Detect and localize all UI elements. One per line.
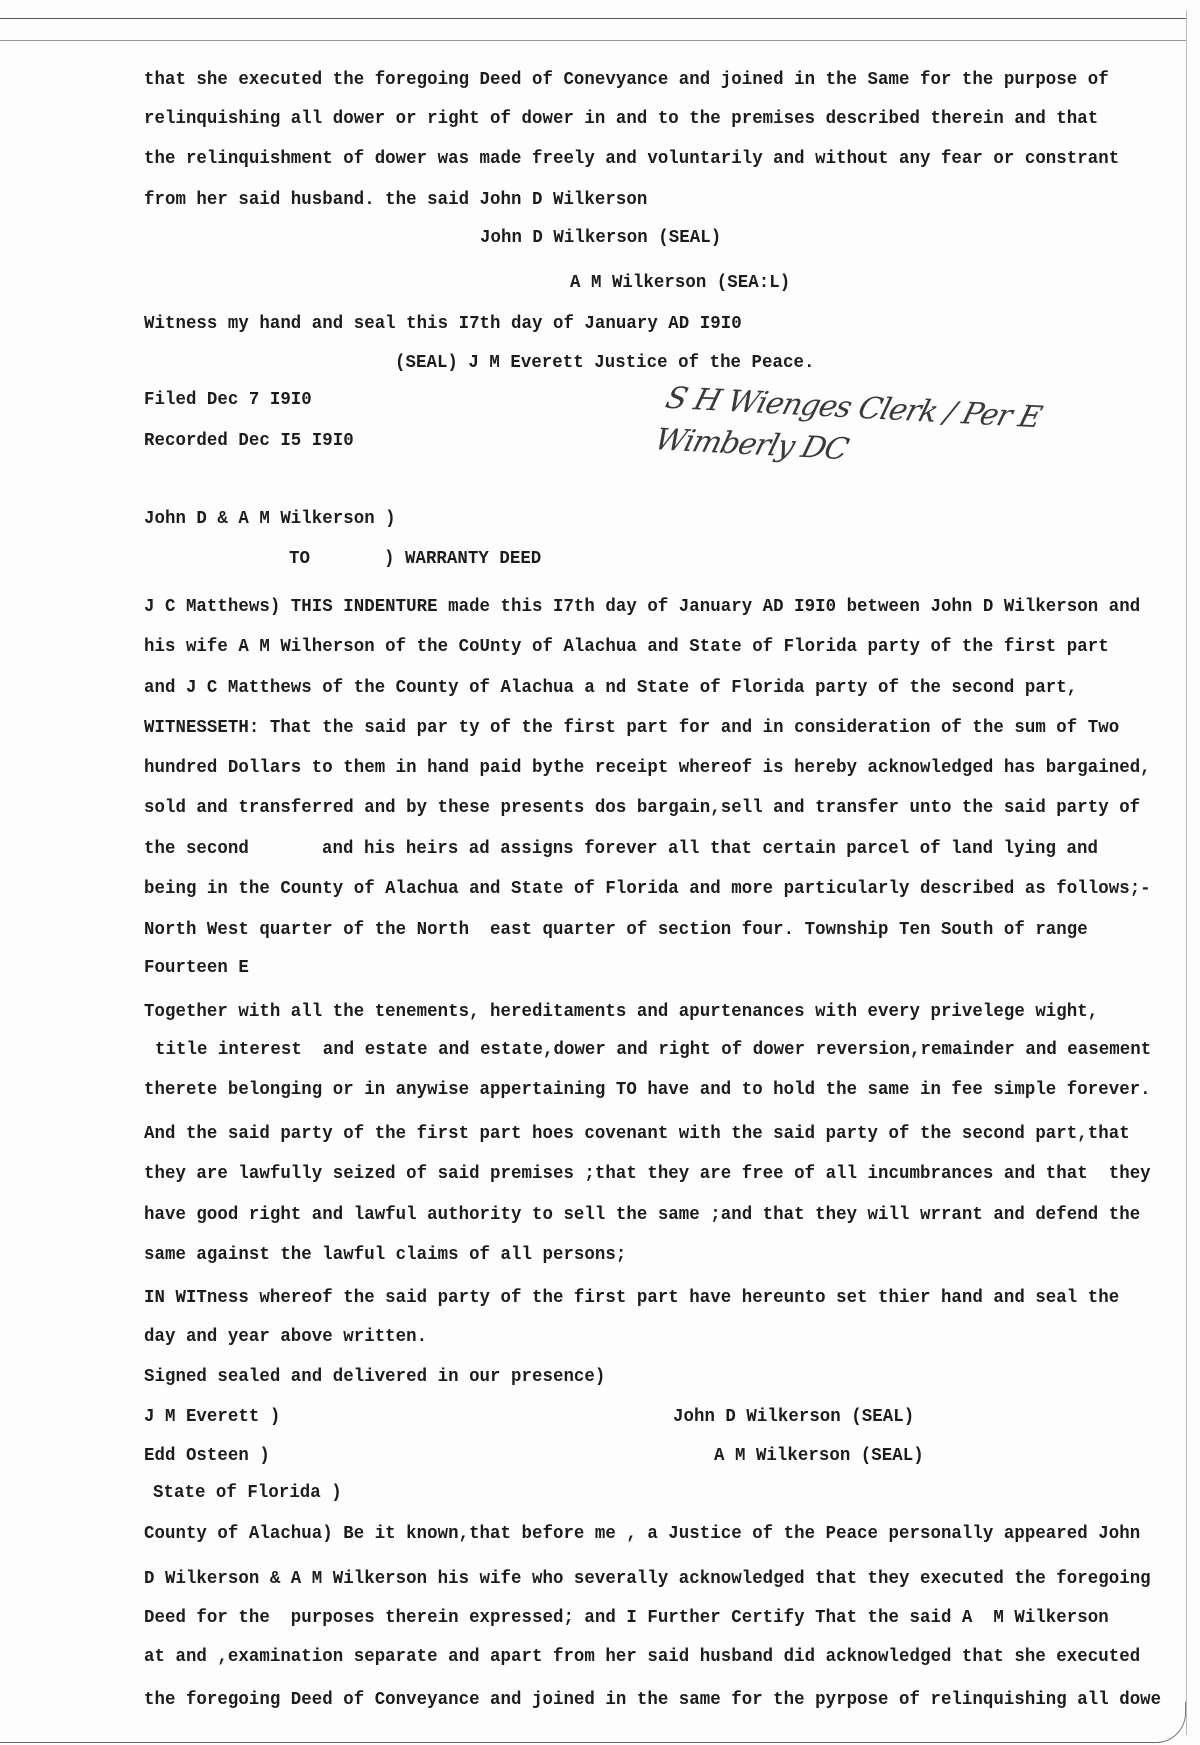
- text-line: Witness my hand and seal this I7th day of January AD I9I0: [144, 314, 742, 335]
- text-line: from her said husband. the said John D Wilkerson: [144, 190, 648, 211]
- text-line: hundred Dollars to them in hand paid bythe receipt whereof is hereby acknowledged has bargained,: [144, 758, 1151, 779]
- text-line: J C Matthews) THIS INDENTURE made this I7th day of January AD I9I0 between John D Wilkerson and: [144, 597, 1141, 618]
- header-rule: [0, 18, 1186, 19]
- text-line: WITNESSETH: That the said par ty of the first part for and in consideration of the sum of Two: [144, 718, 1120, 739]
- text-line: sold and transferred and by these presents dos bargain,sell and transfer unto the said party of: [144, 798, 1141, 819]
- to-label: TO: [289, 549, 310, 570]
- text-line: same against the lawful claims of all persons;: [144, 1245, 627, 1266]
- text-line: D Wilkerson & A M Wilkerson his wife who severally acknowledged that they executed the foregoing: [144, 1569, 1151, 1590]
- recorded-date: Recorded Dec I5 I9I0: [144, 431, 354, 452]
- page-corner: [1155, 1702, 1186, 1743]
- text-line: therete belonging or in anywise appertaining TO have and to hold the same in fee simple forever.: [144, 1080, 1151, 1101]
- text-line: they are lawfully seized of said premises ;that they are free of all incumbrances and that they: [144, 1164, 1151, 1185]
- parties-line: John D & A M Wilkerson ): [144, 509, 396, 530]
- text-line: Signed sealed and delivered in our presence): [144, 1367, 606, 1388]
- text-line: being in the County of Alachua and State of Florida and more particularly described as follows;-: [144, 879, 1151, 900]
- legal-description: North West quarter of the North east quarter of section four. Township Ten South of range: [144, 920, 1088, 941]
- text-line: his wife A M Wilherson of the CoUnty of Alachua and State of Florida party of the first part: [144, 637, 1109, 658]
- text-line: the relinquishment of dower was made freely and voluntarily and without any fear or constrant: [144, 149, 1120, 170]
- witness-name: J M Everett ): [144, 1407, 281, 1428]
- justice-line: (SEAL) J M Everett Justice of the Peace.: [395, 353, 815, 374]
- text-line: State of Florida ): [153, 1483, 342, 1504]
- signature-line: A M Wilkerson (SEA:L): [570, 273, 791, 294]
- text-line: the foregoing Deed of Conveyance and joined in the same for the pyrpose of relinquishing all dowe: [144, 1690, 1162, 1711]
- text-line: Deed for the purposes therein expressed; and I Further Certify That the said A M Wilkerson: [144, 1608, 1109, 1629]
- signature-line: John D Wilkerson (SEAL): [673, 1407, 915, 1428]
- signature-line: John D Wilkerson (SEAL): [480, 228, 722, 249]
- filed-date: Filed Dec 7 I9I0: [144, 390, 312, 411]
- text-line: And the said party of the first part hoes covenant with the said party of the second part,that: [144, 1124, 1130, 1145]
- text-line: and J C Matthews of the County of Alachua a nd State of Florida party of the second part,: [144, 678, 1078, 699]
- text-line: County of Alachua) Be it known,that before me , a Justice of the Peace personally appeared John: [144, 1524, 1141, 1545]
- deed-type: ) WARRANTY DEED: [384, 549, 542, 570]
- text-line: day and year above written.: [144, 1327, 428, 1348]
- signature-line: A M Wilkerson (SEAL): [714, 1446, 924, 1467]
- text-line: relinquishing all dower or right of dower in and to the premises described therein and that: [144, 109, 1099, 130]
- text-line: have good right and lawful authority to sell the same ;and that they will wrrant and defend the: [144, 1205, 1141, 1226]
- page-bottom-edge: [0, 1742, 1160, 1743]
- text-line: at and ,examination separate and apart from her said husband did acknowledged that she executed: [144, 1647, 1141, 1668]
- page-edge: [1186, 10, 1187, 1735]
- text-line: IN WITness whereof the said party of the first part have hereunto set thier hand and seal the: [144, 1288, 1120, 1309]
- text-line: title interest and estate and estate,dower and right of dower reversion,remainder and easement: [155, 1040, 1152, 1061]
- header-rule: [0, 40, 1186, 41]
- clerk-signature: S H Wienges Clerk / Per E Wimberly DC: [650, 380, 1045, 468]
- text-line: Together with all the tenements, hereditaments and apurtenances with every privelege wight,: [144, 1002, 1099, 1023]
- witness-name: Edd Osteen ): [144, 1446, 270, 1467]
- text-line: and his heirs ad assigns forever all that certain parcel of land lying and: [322, 839, 1098, 860]
- legal-description: Fourteen E: [144, 958, 249, 979]
- text-line: the second: [144, 839, 249, 860]
- text-line: that she executed the foregoing Deed of Conevyance and joined in the Same for the purpose of: [144, 70, 1109, 91]
